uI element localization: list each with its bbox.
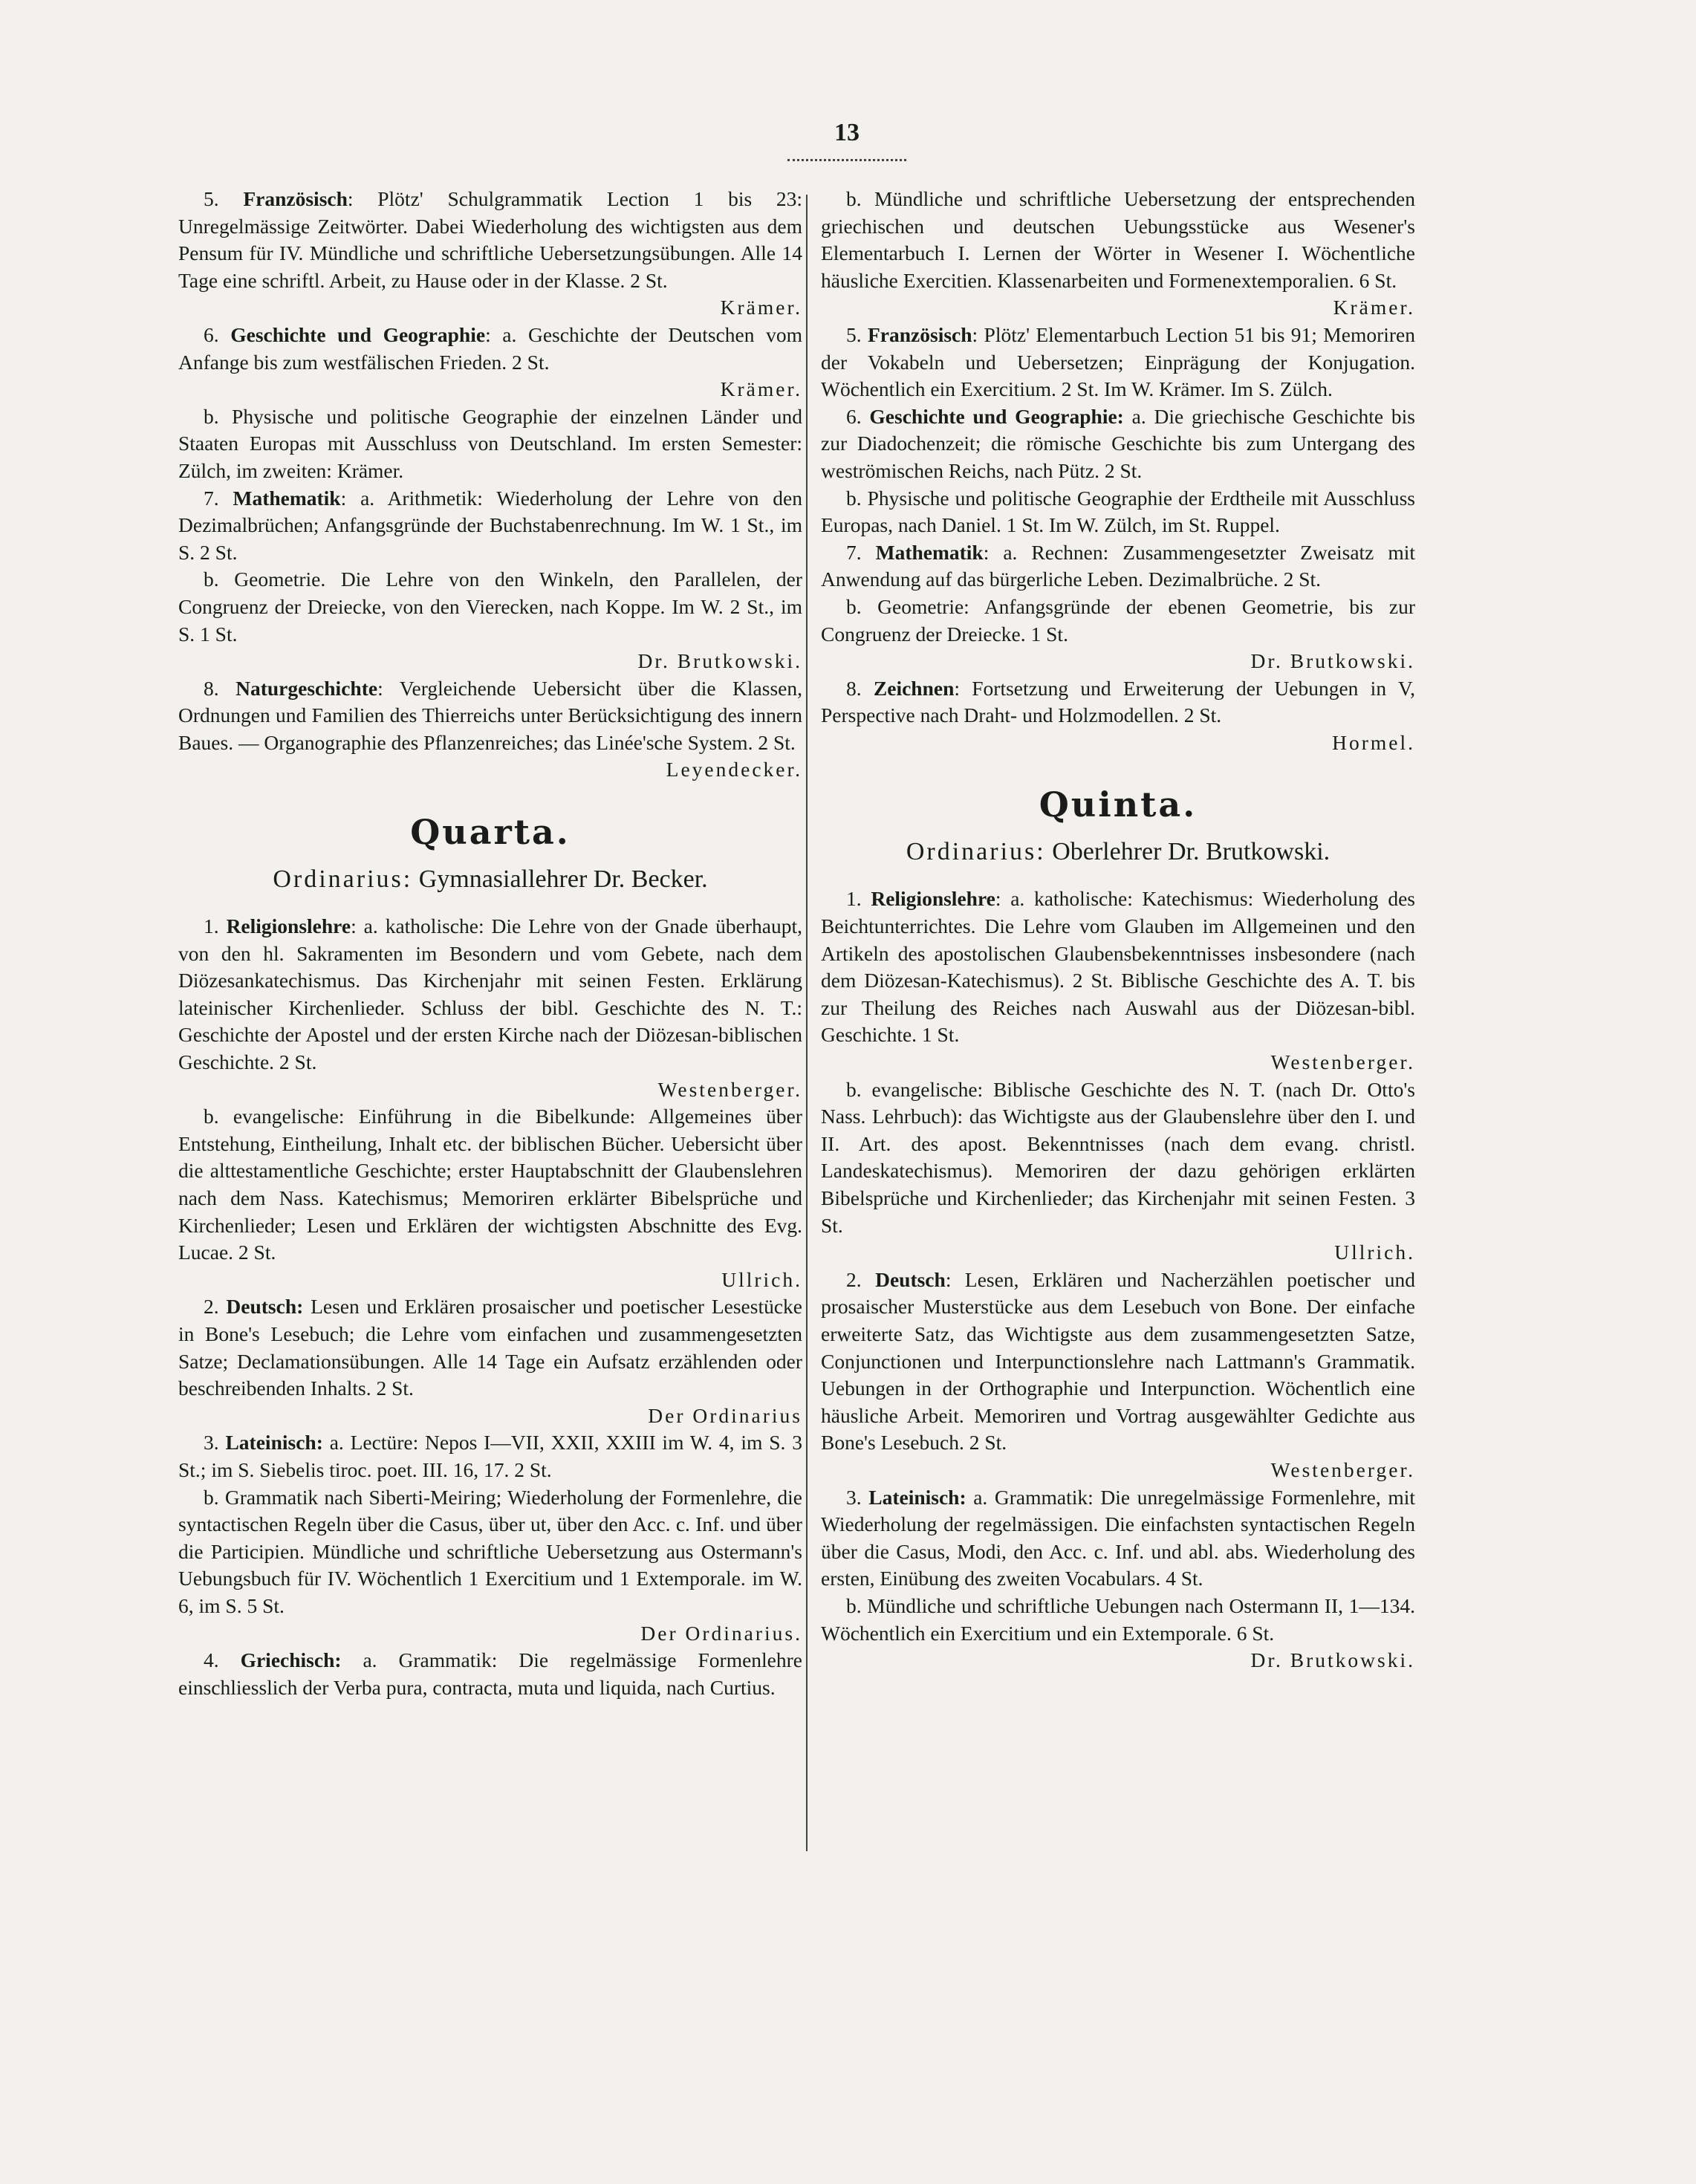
course-paragraph [821,403,1415,485]
subject-title: Französisch [867,322,972,346]
subject-title: Französisch [243,187,348,210]
teacher-signature: Krämer. [720,296,802,319]
teacher-signature: Leyendecker. [666,758,802,781]
teacher-signature: Der Ordinarius. [640,1621,802,1645]
item-number: 7. [204,486,219,510]
right-column [821,186,1415,1674]
course-description: : a. Rechnen: Zusammengesetzter Zweisatz mit Anwendung auf das bürgerliche Leben. Dezimalbrüche. 2 St. [821,540,1416,591]
course-paragraph [178,1484,802,1620]
left-items-bottom [178,913,802,1701]
course-description: : Fortsetzung und Erweiterung der Uebungen in V, Perspective nach Draht- und Holzmodellen. 2 St. [821,676,1416,727]
page-number-ornament [787,153,906,161]
course-description: : a. Geschichte der Deutschen vom Anfange bis zum westfälischen Frieden. 2 St. [178,322,802,374]
course-description: : Plötz' Elementarbuch Lection 51 bis 91; Memoriren der Vokabeln und Uebersetzen; Einprägung der Konjugation. Wöchentlich ein Exercitium. 2 St. Im W. Krämer. Im S. Zülch. [821,322,1416,401]
course-paragraph [178,186,802,294]
course-paragraph [821,675,1415,729]
subject-title: Geschichte und Geographie: [869,404,1124,428]
item-number: 3. [204,1431,219,1455]
course-paragraph [821,539,1415,594]
item-number: 6. [204,322,219,346]
course-description: a. Grammatik: Die regelmässige Formenlehre einschliesslich der Verba pura, contracta, muta und liquida, nach Curtius. [178,1648,803,1699]
item-number: 5. [204,187,219,210]
subject-title: Lateinisch: [225,1431,323,1455]
course-description: b. Mündliche und schriftliche Uebungen nach Ostermann II, 1—134. Wöchentlich ein Exercitium und ein Extemporale. 6 St. [821,1593,1415,1645]
teacher-signature: Krämer. [1333,296,1415,319]
course-description: : a. katholische: Katechismus: Wiederholung des Beichtunterrichtes. Die Lehre vom Glauben im Allgemeinen und den Artikeln des apostolischen Glaubensbekenntnisses insbesondere (nach dem Diözesan-Katechismus). 2 St. Biblische Geschichte des A. T. bis zur Theilung des Reiches nach Auswahl aus der Diözesan-bibl. Geschichte. 1 St. [821,887,1415,1047]
teacher-signature: Krämer. [720,377,802,401]
ordinarius-label: Ordinarius: [906,838,1046,866]
course-description: Lesen und Erklären prosaischer und poetischer Lesestücke in Bone's Lesebuch; die Lehre vom einfachen und zusammengesetzten Satze; Declamationsübungen. Alle 14 Tage ein Aufsatz erzählenden oder beschreibenden Inhalts. 2 St. [178,1295,802,1400]
course-paragraph [821,1267,1415,1457]
subject-title: Deutsch [875,1267,946,1291]
class-heading-quarta: Quarta. [410,812,571,853]
right-items-top [821,186,1415,756]
item-number: 6. [846,404,862,428]
right-items-bottom [821,885,1415,1674]
teacher-signature: Dr. Brutkowski. [1250,1648,1415,1672]
course-description: b. Physische und politische Geographie der einzelnen Länder und Staaten Europas mit Ausschluss von Deutschland. Im ersten Semester: Zülch, im zweiten: Krämer. [178,404,802,482]
course-paragraph [178,322,802,376]
course-description: b. Geometrie: Anfangsgründe der ebenen Geometrie, bis zur Congruenz der Dreiecke. 1 St. [821,594,1415,646]
course-paragraph [821,186,1415,294]
course-paragraph [178,913,802,1076]
teacher-signature: Westenberger. [1270,1050,1415,1074]
item-number: 4. [204,1648,219,1672]
course-description: b. evangelische: Biblische Geschichte des N. T. (nach Dr. Otto's Nass. Lehrbuch): das Wichtigste aus der Glaubenslehre über den I. und II. Art. des apost. Bekenntnisses (nach dem evang. christl. Landeskatechismus). Memoriren der dazu gehörigen erklärten Bibelsprüche und Kirchenlieder; das Kirchenjahr mit seinen Festen. 3 St. [821,1077,1415,1237]
item-number: 2. [846,1267,862,1291]
item-number: 1. [204,914,219,938]
course-description: : Plötz' Schulgrammatik Lection 1 bis 23: Unregelmässige Zeitwörter. Dabei Wiederholung des wichtigsten aus dem Pensum für IV. Mündliche und schriftliche Uebersetzungsübungen. Alle 14 Tage eine schriftl. Arbeit, zu Hause oder in der Klasse. 2 St. [178,187,803,292]
course-paragraph [821,1484,1415,1593]
ordinarius-line [821,835,1415,869]
course-description: a. Lectüre: Nepos I—VII, XXII, XXIII im W. 4, im S. 3 St.; im S. Siebelis tiroc. poet. III. 16, 17. 2 St. [178,1431,803,1481]
course-paragraph [178,403,802,485]
course-paragraph [821,485,1415,539]
course-description: a. Die griechische Geschichte bis zur Diadochenzeit; die römische Geschichte bis zum Untergang des weströmischen Reichs, nach Pütz. 2 St. [821,404,1416,482]
course-paragraph [178,1103,802,1267]
teacher-signature: Der Ordinarius [648,1403,802,1427]
course-paragraph [178,1429,802,1483]
teacher-signature: Ullrich. [1334,1241,1415,1264]
class-heading-quinta: Quinta. [1039,784,1198,825]
course-paragraph [821,594,1415,648]
teacher-signature: Dr. Brutkowski. [637,649,802,673]
subject-title: Deutsch: [226,1295,304,1319]
item-number: 7. [846,540,862,564]
course-paragraph [821,1076,1415,1240]
item-number: 1. [846,887,862,911]
teacher-signature: Ullrich. [721,1267,802,1291]
course-description: b. Grammatik nach Siberti-Meiring; Wiederholung der Formenlehre, die syntactischen Regeln über die Casus, über ut, über den Acc. c. Inf. und über die Participien. Mündliche und schriftliche Uebersetzung aus Ostermann's Uebungsbuch für IV. Wöchentlich 1 Exercitium und 1 Extemporale. im W. 6, im S. 5 St. [178,1485,802,1617]
subject-title: Religionslehre [871,887,995,911]
item-number: 8. [204,676,219,700]
course-description: : a. Arithmetik: Wiederholung der Lehre von den Dezimalbrüchen; Anfangsgründe der Buchstabenrechnung. Im W. 1 St., im S. 2 St. [178,486,802,564]
subject-title: Griechisch: [240,1648,342,1672]
course-description: : Lesen, Erklären und Nacherzählen poetischer und prosaischer Musterstücke aus dem Lesebuch von Bone. Der einfache erweiterte Satz, das Wichtigste aus dem zusammengesetzten Satze, Conjunctionen und Interpunctionslehre nach Lattmann's Grammatik. Uebungen in der Orthographie und Interpunction. Wöchentlich eine häusliche Arbeit. Memoriren und Vortrag ausgewählter Gedichte aus Bone's Lesebuch. 2 St. [821,1267,1415,1455]
course-description: b. evangelische: Einführung in die Bibelkunde: Allgemeines über Entstehung, Eintheilung, Inhalt etc. der biblischen Bücher. Uebersicht über die alttestamentliche Geschichte; erster Hauptabschnitt der Glaubenslehren nach dem Nass. Katechismus; Memoriren erklärter Bibelsprüche und Kirchenlieder; Lesen und Erklären der wichtigsten Abschnitte des Evg. Lucae. 2 St. [178,1105,802,1264]
course-paragraph [178,1647,802,1701]
item-number: 2. [204,1295,219,1319]
course-description: a. Grammatik: Die unregelmässige Formenlehre, mit Wiederholung der regelmässigen. Die einfachsten syntactischen Regeln über die Casus, Modi, den Acc. c. Inf. und abl. abs. Wiederholung des ersten, Einübung des zweiten Vocabulars. 4 St. [821,1485,1416,1590]
course-paragraph [178,566,802,648]
course-paragraph [178,1293,802,1402]
teacher-signature: Dr. Brutkowski. [1250,649,1415,673]
page-number: 13 [834,119,860,146]
course-description: b. Mündliche und schriftliche Uebersetzung der entsprechenden griechischen und deutschen Uebungsstücke aus Wesener's Elementarbuch I. Lernen der Wörter in Wesener I. Wöchentliche häusliche Exercitien. Klassenarbeiten und Formenextemporalien. 6 St. [821,187,1415,292]
course-paragraph [821,1593,1415,1647]
course-description: : a. katholische: Die Lehre von der Gnade überhaupt, von den hl. Sakramenten im Besondern und vom Gebete, nach dem Diözesankatechismus. Das Kirchenjahr mit seinen Festen. Erklärung lateinischer Kirchenlieder. Schluss der bibl. Geschichte des N. T.: Geschichte der Apostel und der ersten Kirche nach der Diözesan-biblischen Geschichte. 2 St. [178,914,802,1074]
item-number: 3. [846,1485,862,1509]
left-items-top [178,186,802,784]
subject-title: Naturgeschichte [235,676,378,700]
item-number: 5. [846,322,862,346]
ordinarius-name: Gymnasiallehrer Dr. Becker. [418,865,708,894]
subject-title: Lateinisch: [868,1485,966,1509]
column-divider [806,195,808,1851]
course-paragraph [821,322,1415,403]
teacher-signature: Westenberger. [1270,1457,1415,1481]
ordinarius-name: Oberlehrer Dr. Brutkowski. [1052,838,1331,866]
item-number: 8. [846,676,862,700]
ordinarius-label: Ordinarius: [273,865,413,894]
course-paragraph [821,885,1415,1049]
course-description: : Vergleichende Uebersicht über die Klassen, Ordnungen und Familien des Thierreichs unter Berücksichtigung des innern Baues. — Organographie des Pflanzenreiches; das Linée'sche System. 2 St. [178,676,802,754]
subject-title: Geschichte und Geographie [230,322,486,346]
left-column [178,186,802,1701]
subject-title: Zeichnen [873,676,955,700]
subject-title: Mathematik [875,540,984,564]
ordinarius-line [178,862,802,897]
course-description: b. Physische und politische Geographie der Erdtheile mit Ausschluss Europas, nach Daniel. 1 St. Im W. Zülch, im St. Ruppel. [821,486,1415,537]
teacher-signature: Westenberger. [657,1077,802,1101]
subject-title: Mathematik [233,486,341,510]
course-description: b. Geometrie. Die Lehre von den Winkeln, den Parallelen, der Congruenz der Dreiecke, von den Vierecken, nach Koppe. Im W. 2 St., im S. 1 St. [178,568,802,646]
subject-title: Religionslehre [226,914,351,938]
course-paragraph [178,485,802,567]
teacher-signature: Hormel. [1332,730,1415,754]
course-paragraph [178,675,802,757]
